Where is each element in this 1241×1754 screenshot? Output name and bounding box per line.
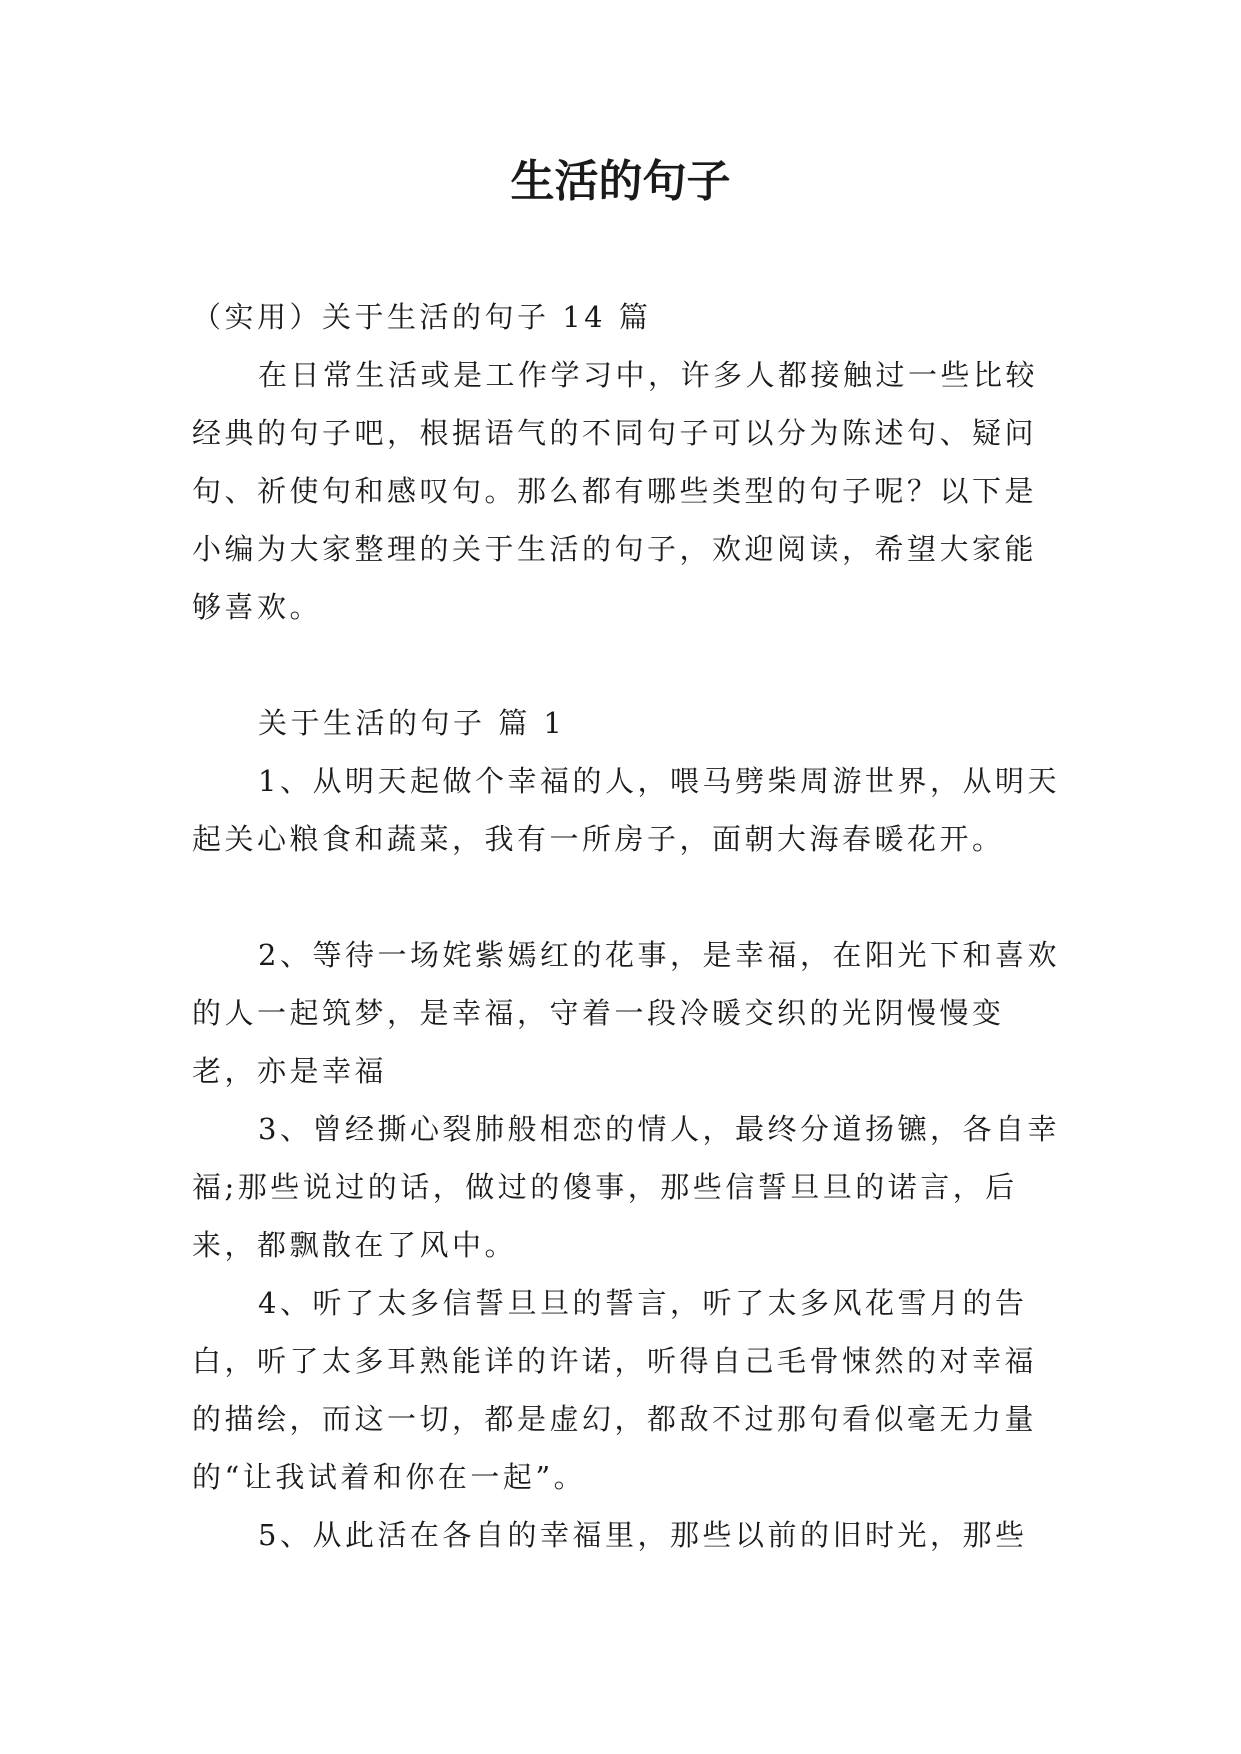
document-title: 生活的句子 <box>510 156 731 207</box>
section-heading: 关于生活的句子 篇 1 <box>258 706 566 740</box>
intro-paragraph: 在日常生活或是工作学习中，许多人都接触过一些比较经典的句子吧，根据语气的不同句子可以分为陈述句、疑问句、祈使句和感叹句。那么都有哪些类型的句子呢？以下是小编为大家整理的关于生活的句子，欢迎阅读，希望大家能够喜欢。 <box>192 358 1039 624</box>
list-item: 3、曾经撕心裂肺般相恋的情人，最终分道扬镳，各自幸福;那些说过的话，做过的傻事，那些信誓旦旦的诺言，后来，都飘散在了风中。 <box>192 1112 1060 1262</box>
document-subtitle: （实用）关于生活的句子 14 篇 <box>192 300 652 334</box>
list-item: 2、等待一场姹紫嫣红的花事，是幸福，在阳光下和喜欢的人一起筑梦，是幸福，守着一段冷暖交织的光阴慢慢变老，亦是幸福 <box>192 938 1060 1088</box>
list-item: 1、从明天起做个幸福的人，喂马劈柴周游世界，从明天起关心粮食和蔬菜，我有一所房子，面朝大海春暖花开。 <box>192 764 1060 856</box>
document-body <box>192 288 1062 1564</box>
list-item: 5、从此活在各自的幸福里，那些以前的旧时光，那些 <box>258 1518 1028 1552</box>
paragraph-spacer <box>192 868 1062 926</box>
list-item: 4、听了太多信誓旦旦的誓言，听了太多风花雪月的告白，听了太多耳熟能详的许诺，听得自己毛骨悚然的对幸福的描绘，而这一切，都是虚幻，都敌不过那句看似毫无力量的“让我试着和你在一起”。 <box>192 1286 1038 1494</box>
paragraph-spacer <box>192 636 1062 694</box>
